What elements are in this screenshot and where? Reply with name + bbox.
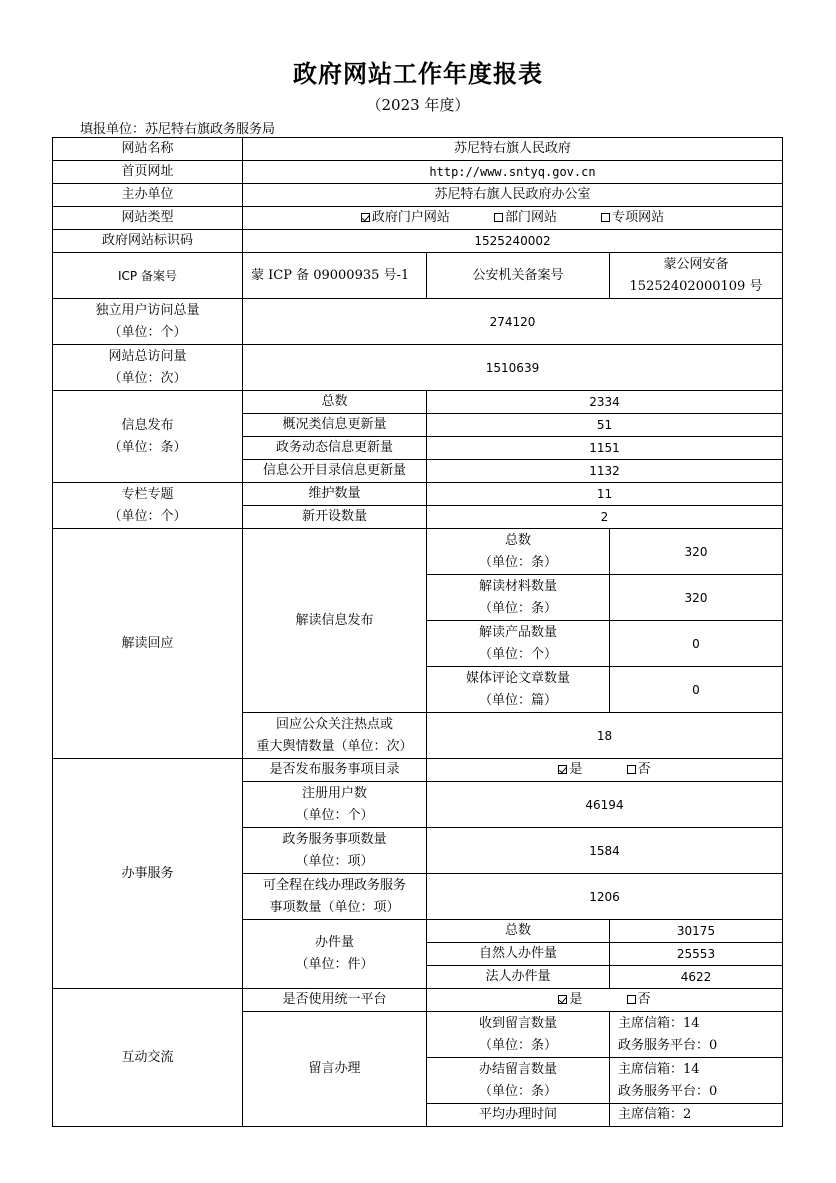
site-name-label: 网站名称 xyxy=(53,138,243,161)
row-site-type xyxy=(53,207,783,230)
online-value: 1206 xyxy=(427,874,783,920)
site-name-value: 苏尼特右旗人民政府 xyxy=(243,138,783,161)
interpret-row-value: 0 xyxy=(610,667,783,713)
unchecked-box-icon xyxy=(601,213,610,222)
checked-box-icon xyxy=(558,765,567,774)
volume-row-label: 自然人办件量 xyxy=(427,943,610,966)
row-unique-visitors xyxy=(53,299,783,345)
row-interpret-total xyxy=(53,529,783,575)
site-type-options xyxy=(243,207,783,230)
volume-row-label: 法人办件量 xyxy=(427,966,610,989)
interpret-row-value: 0 xyxy=(610,621,783,667)
sponsor-value: 苏尼特右旗人民政府办公室 xyxy=(243,184,783,207)
interpret-hot-value: 18 xyxy=(427,713,783,759)
uv-label: 独立用户访问总量 （单位：个） xyxy=(53,299,243,345)
interaction-label: 互动交流 xyxy=(53,989,243,1127)
uv-value: 274120 xyxy=(243,299,783,345)
type-option-special[interactable]: 专项网站 xyxy=(601,207,664,229)
checked-box-icon xyxy=(361,213,370,222)
volume-label: 办件量 （单位：件） xyxy=(243,920,427,989)
site-url-label: 首页网址 xyxy=(53,161,243,184)
done-value: 主席信箱：14 政务服务平台：0 xyxy=(610,1058,783,1104)
info-row-value: 2334 xyxy=(427,391,783,414)
row-column-maintain xyxy=(53,483,783,506)
info-label: 信息发布 （单位：条） xyxy=(53,391,243,483)
site-code-label: 政府网站标识码 xyxy=(53,230,243,253)
info-row-label: 信息公开目录信息更新量 xyxy=(243,460,427,483)
service-label: 办事服务 xyxy=(53,759,243,989)
interpret-row-label: 媒体评论文章数量 （单位：篇） xyxy=(427,667,610,713)
interpret-label: 解读回应 xyxy=(53,529,243,759)
row-site-url xyxy=(53,161,783,184)
column-row-value: 2 xyxy=(427,506,783,529)
info-row-value: 1151 xyxy=(427,437,783,460)
platform-options xyxy=(427,989,783,1012)
avg-label: 平均办理时间 xyxy=(427,1104,610,1127)
type-option-portal[interactable]: 政府门户网站 xyxy=(361,207,450,229)
items-value: 1584 xyxy=(427,828,783,874)
police-label: 公安机关备案号 xyxy=(427,253,610,299)
report-table xyxy=(52,137,783,1127)
column-row-label: 维护数量 xyxy=(243,483,427,506)
msg-label: 留言办理 xyxy=(243,1012,427,1127)
icp-label: ICP 备案号 xyxy=(53,253,243,299)
row-sponsor xyxy=(53,184,783,207)
filler-unit: 填报单位：苏尼特右旗政务服务局 xyxy=(80,122,276,137)
info-row-label: 政务动态信息更新量 xyxy=(243,437,427,460)
info-row-label: 概况类信息更新量 xyxy=(243,414,427,437)
report-title: 政府网站工作年度报表 xyxy=(293,60,543,88)
sponsor-label: 主办单位 xyxy=(53,184,243,207)
row-platform xyxy=(53,989,783,1012)
interpret-row-value: 320 xyxy=(610,529,783,575)
icp-value: 蒙 ICP 备 09000935 号-1 xyxy=(243,253,427,299)
site-code-value: 1525240002 xyxy=(243,230,783,253)
column-row-value: 11 xyxy=(427,483,783,506)
row-icp xyxy=(53,253,783,299)
volume-row-value: 30175 xyxy=(610,920,783,943)
interpret-publish-label: 解读信息发布 xyxy=(243,529,427,713)
checked-box-icon xyxy=(558,995,567,1004)
info-row-value: 51 xyxy=(427,414,783,437)
users-label: 注册用户数 （单位：个） xyxy=(243,782,427,828)
received-value: 主席信箱：14 政务服务平台：0 xyxy=(610,1012,783,1058)
column-label: 专栏专题 （单位：个） xyxy=(53,483,243,529)
row-page-views xyxy=(53,345,783,391)
info-row-value: 1132 xyxy=(427,460,783,483)
interpret-row-label: 总数 （单位：条） xyxy=(427,529,610,575)
catalog-yes-option[interactable]: 是 xyxy=(558,759,582,781)
interpret-row-label: 解读产品数量 （单位：个） xyxy=(427,621,610,667)
done-label: 办结留言数量 （单位：条） xyxy=(427,1058,610,1104)
info-row-label: 总数 xyxy=(243,391,427,414)
type-option-department[interactable]: 部门网站 xyxy=(494,207,557,229)
row-site-code xyxy=(53,230,783,253)
column-row-label: 新开设数量 xyxy=(243,506,427,529)
avg-value: 主席信箱：2 xyxy=(610,1104,783,1127)
interpret-row-label: 解读材料数量 （单位：条） xyxy=(427,575,610,621)
pv-label: 网站总访问量 （单位：次） xyxy=(53,345,243,391)
police-value: 蒙公网安备 15252402000109 号 xyxy=(610,253,783,299)
catalog-no-option[interactable]: 否 xyxy=(627,759,651,781)
volume-row-value: 4622 xyxy=(610,966,783,989)
unchecked-box-icon xyxy=(627,995,636,1004)
unchecked-box-icon xyxy=(494,213,503,222)
row-service-catalog xyxy=(53,759,783,782)
platform-yes-option[interactable]: 是 xyxy=(558,989,582,1011)
platform-no-option[interactable]: 否 xyxy=(627,989,651,1011)
platform-label: 是否使用统一平台 xyxy=(243,989,427,1012)
users-value: 46194 xyxy=(427,782,783,828)
unchecked-box-icon xyxy=(627,765,636,774)
report-year: （2023 年度） xyxy=(366,96,470,114)
row-site-name xyxy=(53,138,783,161)
site-type-label: 网站类型 xyxy=(53,207,243,230)
volume-row-label: 总数 xyxy=(427,920,610,943)
received-label: 收到留言数量 （单位：条） xyxy=(427,1012,610,1058)
interpret-row-value: 320 xyxy=(610,575,783,621)
catalog-options xyxy=(427,759,783,782)
interpret-hot-label: 回应公众关注热点或 重大舆情数量（单位：次） xyxy=(243,713,427,759)
online-label: 可全程在线办理政务服务 事项数量（单位：项） xyxy=(243,874,427,920)
site-url-value: http://www.sntyq.gov.cn xyxy=(243,161,783,184)
items-label: 政务服务事项数量 （单位：项） xyxy=(243,828,427,874)
catalog-label: 是否发布服务事项目录 xyxy=(243,759,427,782)
volume-row-value: 25553 xyxy=(610,943,783,966)
pv-value: 1510639 xyxy=(243,345,783,391)
row-info-total xyxy=(53,391,783,414)
